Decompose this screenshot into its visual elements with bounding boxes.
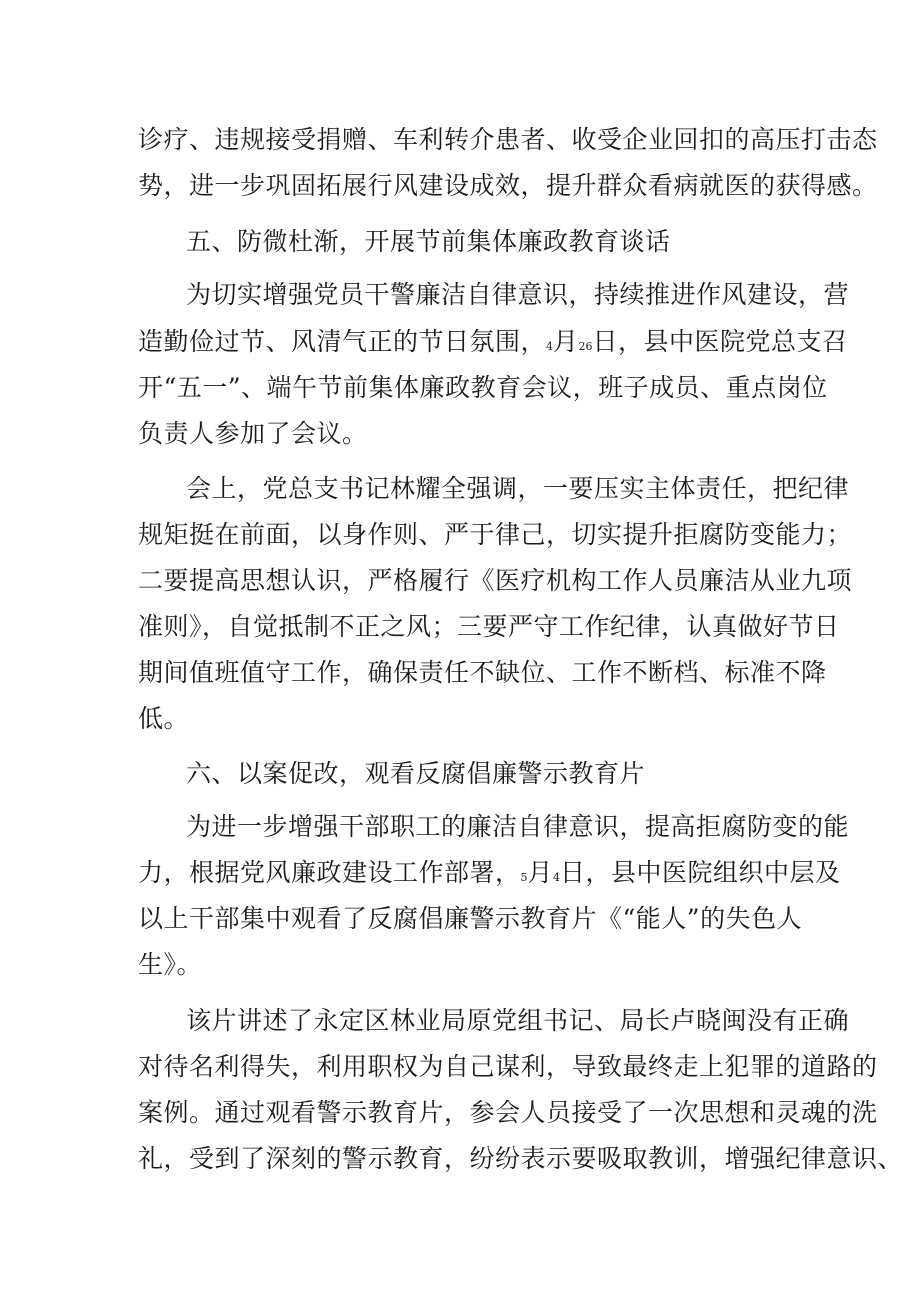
section-heading-5: 五、防微杜渐，开展节前集体廉政教育谈话	[186, 227, 671, 256]
date-day: 4	[553, 871, 561, 884]
paragraph-line: 为切实增强党员干警廉洁自律意识，持续推进作风建设，营	[186, 280, 850, 309]
paragraph-line	[138, 325, 848, 364]
text-segment: 力，根据党风廉政建设工作部署，	[138, 858, 521, 887]
paragraph-line: 该片讲述了永定区林业局原党组书记、局长卢晓闽没有正确	[186, 1006, 850, 1035]
date-month: 5	[520, 871, 528, 884]
paragraph-line: 势，进一步巩固拓展行风建设成效，提升群众看病就医的获得感。	[138, 171, 878, 200]
paragraph-line: 负责人参加了会议。	[138, 419, 368, 448]
paragraph-line: 会上，党总支书记林耀全强调，一要压实主体责任，把纪律	[186, 474, 850, 503]
paragraph-line: 开“五一”、端午节前集体廉政教育会议，班子成员、重点岗位	[138, 373, 828, 402]
paragraph-line: 对待名利得失，利用职权为自己谋利，导致最终走上犯罪的道路的	[138, 1052, 878, 1081]
date-month: 4	[546, 340, 554, 353]
paragraph-line: 诊疗、违规接受捐赠、车利转介患者、收受企业回扣的高压打击态	[138, 125, 878, 154]
paragraph-line: 期间值班值守工作，确保责任不缺位、工作不断档、标准不降	[138, 658, 827, 687]
paragraph-line: 为进一步增强干部职工的廉洁自律意识，提高拒腐防变的能	[186, 812, 850, 841]
paragraph-line: 准则》，自觉抵制不正之风；三要严守工作纪律，认真做好节日	[138, 612, 840, 641]
paragraph-line: 二要提高思想认识，严格履行《医疗机构工作人员廉洁从业九项	[138, 566, 853, 595]
text-segment: 月	[527, 858, 554, 887]
paragraph-line	[138, 856, 841, 895]
paragraph-line: 生》。	[138, 950, 203, 979]
text-segment: 日，县中医院党总支召	[592, 327, 848, 356]
paragraph-line: 规矩挺在前面，以身作则、严于律己，切实提升拒腐防变能力；	[138, 520, 853, 549]
text-segment: 造勤俭过节、风清气正的节日氛围，	[138, 327, 547, 356]
paragraph-line: 低。	[138, 704, 190, 733]
date-day: 26	[578, 340, 593, 353]
text-segment: 日，县中医院组织中层及	[560, 858, 841, 887]
paragraph-line: 礼，受到了深刻的警示教育，纷纷表示要吸取教训，增强纪律意识、	[138, 1144, 904, 1173]
paragraph-line: 案例。通过观看警示教育片，参会人员接受了一次思想和灵魂的洗	[138, 1098, 878, 1127]
section-heading-6: 六、以案促改，观看反腐倡廉警示教育片	[186, 759, 646, 788]
text-segment: 月	[553, 327, 579, 356]
paragraph-line: 以上干部集中观看了反腐倡廉警示教育片《“能人”的失色人	[138, 904, 803, 933]
